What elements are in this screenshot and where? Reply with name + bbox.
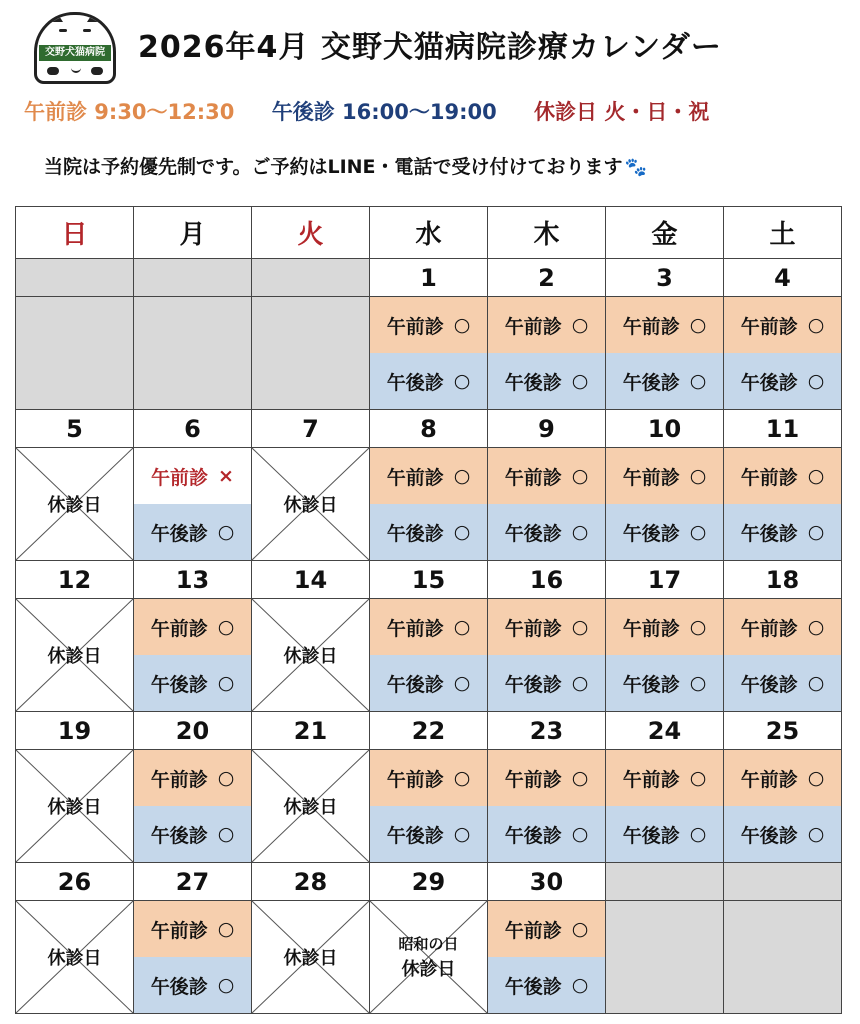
morning-slot (606, 297, 723, 353)
afternoon-slot (724, 655, 841, 711)
open-mark: ○ (571, 616, 589, 638)
open-mark: ○ (571, 465, 589, 487)
date-number: 2 (488, 259, 606, 297)
closed-day-cell (370, 901, 487, 1013)
morning-slot (134, 750, 251, 806)
day-cell (252, 448, 370, 561)
slot-label: 午後診 (622, 371, 680, 394)
date-number: 28 (252, 863, 370, 901)
day-cell (488, 448, 606, 561)
afternoon-slot (370, 655, 487, 711)
day-cell (134, 599, 252, 712)
open-mark: ○ (807, 616, 825, 638)
holiday-name: 昭和の日 (398, 935, 459, 953)
holiday-label (398, 931, 458, 983)
open-mark: ○ (453, 314, 471, 336)
empty-day (252, 297, 370, 410)
slot-label: 午前診 (740, 315, 798, 338)
weekday-header: 金 (606, 207, 724, 259)
slot-label: 午前診 (622, 315, 680, 338)
afternoon-slot (488, 353, 605, 409)
day-cell (16, 599, 134, 712)
afternoon-slot (134, 957, 251, 1013)
date-number: 24 (606, 712, 724, 750)
closed-day-cell (16, 448, 133, 560)
date-number (16, 259, 134, 297)
open-mark: ○ (689, 370, 707, 392)
open-mark: ○ (807, 521, 825, 543)
date-number: 6 (134, 410, 252, 448)
date-number: 23 (488, 712, 606, 750)
date-number: 30 (488, 863, 606, 901)
afternoon-slot (606, 504, 723, 560)
closed-label: 休診日 (47, 797, 102, 818)
weekday-header: 日 (16, 207, 134, 259)
reservation-notice (44, 152, 844, 179)
open-mark: ○ (689, 314, 707, 336)
slot-label: 午前診 (504, 768, 562, 791)
slot-label: 午後診 (740, 371, 798, 394)
day-cell (370, 448, 488, 561)
open-mark: ○ (217, 918, 235, 940)
morning-slot (134, 901, 251, 957)
morning-slot (370, 750, 487, 806)
afternoon-slot (488, 504, 605, 560)
open-mark: ○ (689, 465, 707, 487)
closed-day-cell (252, 750, 369, 862)
slot-label: 午前診 (151, 466, 209, 489)
closed-day-cell (16, 901, 133, 1013)
afternoon-slot (134, 806, 251, 862)
cat-ear-icon (87, 12, 105, 22)
date-number: 17 (606, 561, 724, 599)
date-number (724, 863, 842, 901)
open-mark: ○ (453, 521, 471, 543)
morning-slot (488, 901, 605, 957)
closed-day-cell (16, 599, 133, 711)
open-mark: ○ (807, 314, 825, 336)
afternoon-slot (370, 806, 487, 862)
slot-label: 午前診 (740, 466, 798, 489)
slot-label: 午前診 (622, 768, 680, 791)
weekday-header: 火 (252, 207, 370, 259)
slot-label: 午後診 (622, 522, 680, 545)
weekday-header: 水 (370, 207, 488, 259)
logo-text: 交野犬猫病院 (39, 45, 111, 61)
slot-label: 午後診 (150, 522, 208, 545)
date-row (16, 863, 842, 901)
empty-day (16, 297, 134, 410)
slot-label: 午前診 (150, 617, 208, 640)
morning-slot (606, 599, 723, 655)
afternoon-slot (724, 504, 841, 560)
open-mark: ○ (571, 974, 589, 996)
afternoon-slot (606, 806, 723, 862)
cat-mouth-icon (71, 66, 81, 73)
open-mark: ○ (217, 672, 235, 694)
slot-label: 午前診 (150, 768, 208, 791)
closed-mark: × (218, 465, 234, 487)
afternoon-slot (488, 655, 605, 711)
open-mark: ○ (571, 823, 589, 845)
cat-eye-icon (59, 29, 67, 32)
slot-label: 午前診 (622, 617, 680, 640)
open-mark: ○ (807, 823, 825, 845)
day-cell (16, 448, 134, 561)
date-number (606, 863, 724, 901)
slot-label: 午前診 (740, 617, 798, 640)
clinic-logo (34, 12, 116, 84)
date-row (16, 712, 842, 750)
slot-label: 午前診 (622, 466, 680, 489)
slot-label: 午前診 (740, 768, 798, 791)
day-cell (134, 448, 252, 561)
slot-label: 午後診 (504, 975, 562, 998)
header (0, 0, 860, 200)
open-mark: ○ (807, 672, 825, 694)
slot-label: 午前診 (386, 768, 444, 791)
morning-slot (488, 297, 605, 353)
day-cell (488, 750, 606, 863)
date-number: 16 (488, 561, 606, 599)
date-number: 3 (606, 259, 724, 297)
morning-hours: 午前診 9:30〜12:30 (24, 100, 235, 124)
open-mark: ○ (571, 767, 589, 789)
date-number: 14 (252, 561, 370, 599)
empty-day (724, 901, 842, 1014)
closed-day-cell (16, 750, 133, 862)
date-number: 20 (134, 712, 252, 750)
open-mark: ○ (689, 672, 707, 694)
date-row (16, 410, 842, 448)
date-number: 4 (724, 259, 842, 297)
date-number: 22 (370, 712, 488, 750)
slot-label: 午前診 (386, 315, 444, 338)
page-title: 2026年4月 交野犬猫病院診療カレンダー (138, 30, 722, 65)
afternoon-slot (606, 655, 723, 711)
date-number: 8 (370, 410, 488, 448)
morning-slot (134, 448, 251, 504)
day-cell (606, 297, 724, 410)
afternoon-slot (724, 806, 841, 862)
open-mark: ○ (217, 616, 235, 638)
paw-spot-icon (91, 67, 103, 75)
open-mark: ○ (217, 521, 235, 543)
closed-label: 休診日 (283, 797, 338, 818)
day-cell (606, 599, 724, 712)
date-number: 19 (16, 712, 134, 750)
date-number: 12 (16, 561, 134, 599)
day-cell (724, 448, 842, 561)
open-mark: ○ (217, 767, 235, 789)
slot-label: 午後診 (150, 673, 208, 696)
date-number: 29 (370, 863, 488, 901)
slot-label: 午後診 (740, 824, 798, 847)
slot-label: 午前診 (504, 315, 562, 338)
open-mark: ○ (689, 616, 707, 638)
open-mark: ○ (453, 465, 471, 487)
date-number (252, 259, 370, 297)
day-cell (252, 599, 370, 712)
date-number: 18 (724, 561, 842, 599)
morning-slot (724, 599, 841, 655)
weekday-header: 木 (488, 207, 606, 259)
open-mark: ○ (807, 370, 825, 392)
afternoon-slot (606, 353, 723, 409)
schedule-row (16, 448, 842, 561)
slot-label: 午後診 (386, 673, 444, 696)
cat-eye-icon (83, 29, 91, 32)
date-number: 27 (134, 863, 252, 901)
open-mark: ○ (453, 823, 471, 845)
date-number: 26 (16, 863, 134, 901)
day-cell (606, 750, 724, 863)
day-cell (488, 599, 606, 712)
empty-day (606, 901, 724, 1014)
slot-label: 午前診 (386, 617, 444, 640)
closed-label: 休診日 (283, 495, 338, 516)
closed-label: 休診日 (401, 959, 456, 980)
afternoon-slot (134, 504, 251, 560)
hours-line (24, 96, 844, 126)
slot-label: 午前診 (504, 919, 562, 942)
morning-slot (488, 599, 605, 655)
afternoon-slot (488, 806, 605, 862)
day-cell (370, 297, 488, 410)
slot-label: 午後診 (504, 824, 562, 847)
cat-ear-icon (45, 12, 63, 22)
open-mark: ○ (571, 918, 589, 940)
afternoon-slot (370, 504, 487, 560)
morning-slot (724, 297, 841, 353)
open-mark: ○ (807, 767, 825, 789)
afternoon-slot (134, 655, 251, 711)
weekday-header-row (16, 207, 842, 259)
slot-label: 午後診 (504, 371, 562, 394)
morning-slot (606, 750, 723, 806)
empty-day (134, 297, 252, 410)
morning-slot (370, 448, 487, 504)
slot-label: 午前診 (386, 466, 444, 489)
slot-label: 午後診 (386, 371, 444, 394)
paw-icon: 🐾 (624, 157, 647, 178)
open-mark: ○ (689, 823, 707, 845)
schedule-row (16, 901, 842, 1014)
calendar-table (15, 206, 842, 1014)
day-cell (16, 750, 134, 863)
day-cell (724, 297, 842, 410)
day-cell (16, 901, 134, 1014)
morning-slot (370, 297, 487, 353)
open-mark: ○ (453, 616, 471, 638)
date-number: 21 (252, 712, 370, 750)
slot-label: 午後診 (504, 522, 562, 545)
slot-label: 午後診 (622, 673, 680, 696)
open-mark: ○ (689, 767, 707, 789)
day-cell (724, 599, 842, 712)
afternoon-slot (724, 353, 841, 409)
slot-label: 午後診 (150, 824, 208, 847)
date-row (16, 561, 842, 599)
slot-label: 午後診 (386, 522, 444, 545)
day-cell (370, 901, 488, 1014)
slot-label: 午前診 (504, 466, 562, 489)
day-cell (606, 448, 724, 561)
schedule-row (16, 297, 842, 410)
paw-spot-icon (47, 67, 59, 75)
day-cell (488, 297, 606, 410)
day-cell (488, 901, 606, 1014)
morning-slot (724, 448, 841, 504)
weekday-header: 土 (724, 207, 842, 259)
morning-slot (488, 750, 605, 806)
schedule-row (16, 599, 842, 712)
morning-slot (724, 750, 841, 806)
afternoon-slot (488, 957, 605, 1013)
open-mark: ○ (689, 521, 707, 543)
open-mark: ○ (807, 465, 825, 487)
weekday-header: 月 (134, 207, 252, 259)
day-cell (370, 599, 488, 712)
notice-text: 当院は予約優先制です。ご予約はLINE・電話で受け付けております (44, 156, 623, 178)
closed-label: 休診日 (47, 646, 102, 667)
open-mark: ○ (571, 521, 589, 543)
slot-label: 午後診 (386, 824, 444, 847)
slot-label: 午前診 (150, 919, 208, 942)
open-mark: ○ (571, 314, 589, 336)
closed-day-cell (252, 448, 369, 560)
slot-label: 午後診 (504, 673, 562, 696)
closed-day-cell (252, 901, 369, 1013)
day-cell (724, 750, 842, 863)
date-number: 1 (370, 259, 488, 297)
date-number: 11 (724, 410, 842, 448)
morning-slot (606, 448, 723, 504)
open-mark: ○ (217, 974, 235, 996)
closed-label: 休診日 (47, 948, 102, 969)
day-cell (252, 750, 370, 863)
schedule-row (16, 750, 842, 863)
open-mark: ○ (453, 767, 471, 789)
slot-label: 午後診 (740, 673, 798, 696)
slot-label: 午後診 (740, 522, 798, 545)
morning-slot (134, 599, 251, 655)
open-mark: ○ (571, 672, 589, 694)
open-mark: ○ (453, 370, 471, 392)
morning-slot (488, 448, 605, 504)
closed-label: 休診日 (283, 948, 338, 969)
open-mark: ○ (453, 672, 471, 694)
date-row (16, 259, 842, 297)
date-number: 9 (488, 410, 606, 448)
day-cell (370, 750, 488, 863)
afternoon-slot (370, 353, 487, 409)
slot-label: 午前診 (504, 617, 562, 640)
open-mark: ○ (217, 823, 235, 845)
slot-label: 午後診 (150, 975, 208, 998)
date-number: 7 (252, 410, 370, 448)
morning-slot (370, 599, 487, 655)
day-cell (252, 901, 370, 1014)
day-cell (134, 750, 252, 863)
closed-label: 休診日 (283, 646, 338, 667)
slot-label: 午後診 (622, 824, 680, 847)
open-mark: ○ (571, 370, 589, 392)
closed-days: 休診日 火・日・祝 (534, 100, 710, 124)
afternoon-hours: 午後診 16:00〜19:00 (271, 100, 497, 124)
date-number: 10 (606, 410, 724, 448)
date-number: 25 (724, 712, 842, 750)
closed-label: 休診日 (47, 495, 102, 516)
date-number (134, 259, 252, 297)
day-cell (134, 901, 252, 1014)
date-number: 5 (16, 410, 134, 448)
date-number: 13 (134, 561, 252, 599)
closed-day-cell (252, 599, 369, 711)
date-number: 15 (370, 561, 488, 599)
